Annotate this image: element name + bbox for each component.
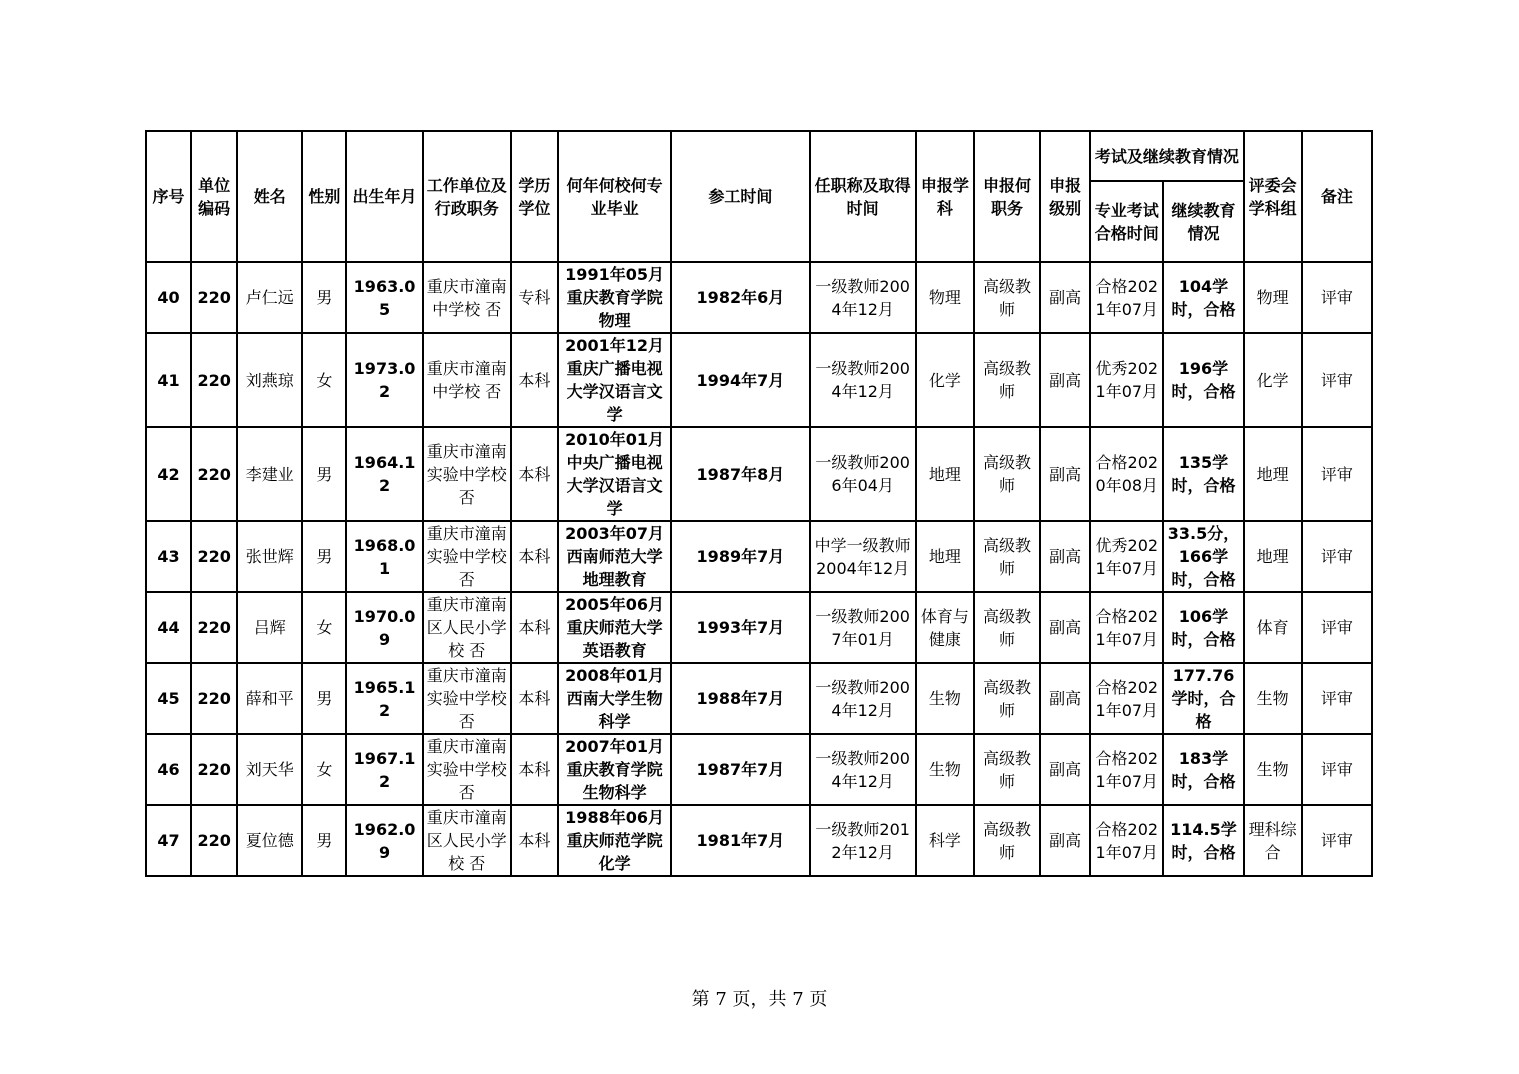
header-position: 申报何职务 xyxy=(974,131,1040,262)
row-title: 一级教师2004年12月 xyxy=(810,663,916,734)
row-remarks: 评审 xyxy=(1302,521,1372,592)
header-work-unit: 工作单位及行政职务 xyxy=(423,131,511,262)
row-name: 吕辉 xyxy=(237,592,302,663)
row-graduation: 2008年01月西南大学生物科学 xyxy=(558,663,671,734)
row-subject: 生物 xyxy=(916,734,974,805)
row-education: 本科 xyxy=(511,734,558,805)
row-unit-code: 220 xyxy=(191,734,237,805)
header-work-start: 参工时间 xyxy=(671,131,809,262)
table-row xyxy=(146,333,1372,427)
row-gender: 男 xyxy=(302,805,346,876)
row-committee: 地理 xyxy=(1244,521,1302,592)
row-seq: 46 xyxy=(146,734,191,805)
row-position: 高级教师 xyxy=(974,521,1040,592)
row-title: 一级教师2004年12月 xyxy=(810,262,916,333)
row-education: 专科 xyxy=(511,262,558,333)
row-position: 高级教师 xyxy=(974,734,1040,805)
row-unit-code: 220 xyxy=(191,592,237,663)
row-committee: 物理 xyxy=(1244,262,1302,333)
row-work-unit: 重庆市潼南区人民小学校 否 xyxy=(423,805,511,876)
row-position: 高级教师 xyxy=(974,262,1040,333)
header-cont-edu: 继续教育情况 xyxy=(1163,181,1243,262)
row-graduation: 2003年07月西南师范大学地理教育 xyxy=(558,521,671,592)
row-graduation: 2001年12月重庆广播电视大学汉语言文学 xyxy=(558,333,671,427)
row-unit-code: 220 xyxy=(191,333,237,427)
table-row xyxy=(146,427,1372,521)
header-committee: 评委会学科组 xyxy=(1244,131,1302,262)
row-birth: 1962.09 xyxy=(346,805,422,876)
row-birth: 1963.05 xyxy=(346,262,422,333)
row-title: 中学一级教师2004年12月 xyxy=(810,521,916,592)
row-cont-edu: 196学时，合格 xyxy=(1163,333,1243,427)
roster-table xyxy=(145,130,1373,877)
row-committee: 理科综合 xyxy=(1244,805,1302,876)
row-exam: 合格2020年08月 xyxy=(1090,427,1163,521)
row-subject: 化学 xyxy=(916,333,974,427)
row-name: 薛和平 xyxy=(237,663,302,734)
row-subject: 物理 xyxy=(916,262,974,333)
row-committee: 化学 xyxy=(1244,333,1302,427)
row-work-start: 1989年7月 xyxy=(671,521,809,592)
table-row xyxy=(146,262,1372,333)
row-work-unit: 重庆市潼南实验中学校 否 xyxy=(423,521,511,592)
row-seq: 44 xyxy=(146,592,191,663)
row-unit-code: 220 xyxy=(191,521,237,592)
row-title: 一级教师2004年12月 xyxy=(810,734,916,805)
row-subject: 体育与健康 xyxy=(916,592,974,663)
row-title: 一级教师2004年12月 xyxy=(810,333,916,427)
row-work-start: 1988年7月 xyxy=(671,663,809,734)
header-exam-group: 考试及继续教育情况 xyxy=(1090,131,1243,181)
row-cont-edu: 104学时，合格 xyxy=(1163,262,1243,333)
header-seq: 序号 xyxy=(146,131,191,262)
row-remarks: 评审 xyxy=(1302,592,1372,663)
row-unit-code: 220 xyxy=(191,805,237,876)
row-level: 副高 xyxy=(1040,262,1090,333)
row-graduation: 2007年01月重庆教育学院生物科学 xyxy=(558,734,671,805)
row-graduation: 2005年06月重庆师范大学英语教育 xyxy=(558,592,671,663)
header-row xyxy=(146,131,1372,181)
row-gender: 女 xyxy=(302,734,346,805)
header-subject: 申报学科 xyxy=(916,131,974,262)
row-seq: 43 xyxy=(146,521,191,592)
row-level: 副高 xyxy=(1040,521,1090,592)
row-graduation: 2010年01月中央广播电视大学汉语言文学 xyxy=(558,427,671,521)
row-cont-edu: 177.76学时，合格 xyxy=(1163,663,1243,734)
row-seq: 41 xyxy=(146,333,191,427)
row-exam: 合格2021年07月 xyxy=(1090,592,1163,663)
row-cont-edu: 114.5学时，合格 xyxy=(1163,805,1243,876)
row-gender: 男 xyxy=(302,521,346,592)
row-remarks: 评审 xyxy=(1302,805,1372,876)
row-remarks: 评审 xyxy=(1302,262,1372,333)
header-education: 学历学位 xyxy=(511,131,558,262)
row-committee: 体育 xyxy=(1244,592,1302,663)
row-exam: 合格2021年07月 xyxy=(1090,805,1163,876)
row-level: 副高 xyxy=(1040,734,1090,805)
row-name: 夏位德 xyxy=(237,805,302,876)
row-name: 李建业 xyxy=(237,427,302,521)
row-gender: 男 xyxy=(302,262,346,333)
row-name: 卢仁远 xyxy=(237,262,302,333)
row-cont-edu-text: 33.5分，166学时，合格 xyxy=(1167,524,1240,589)
header-birth: 出生年月 xyxy=(346,131,422,262)
header-gender: 性别 xyxy=(302,131,346,262)
row-position: 高级教师 xyxy=(974,592,1040,663)
row-birth: 1964.12 xyxy=(346,427,422,521)
header-name: 姓名 xyxy=(237,131,302,262)
row-remarks: 评审 xyxy=(1302,427,1372,521)
row-position: 高级教师 xyxy=(974,427,1040,521)
row-birth: 1968.01 xyxy=(346,521,422,592)
header-exam: 专业考试合格时间 xyxy=(1090,181,1163,262)
table-row xyxy=(146,805,1372,876)
row-education: 本科 xyxy=(511,333,558,427)
row-birth: 1965.12 xyxy=(346,663,422,734)
row-name: 刘天华 xyxy=(237,734,302,805)
row-work-unit: 重庆市潼南实验中学校 否 xyxy=(423,663,511,734)
row-graduation: 1991年05月重庆教育学院物理 xyxy=(558,262,671,333)
row-level: 副高 xyxy=(1040,663,1090,734)
row-remarks: 评审 xyxy=(1302,663,1372,734)
row-cont-edu xyxy=(1163,521,1243,592)
row-title: 一级教师2007年01月 xyxy=(810,592,916,663)
row-committee: 生物 xyxy=(1244,663,1302,734)
row-exam: 合格2021年07月 xyxy=(1090,663,1163,734)
row-work-start: 1987年7月 xyxy=(671,734,809,805)
row-name: 刘燕琼 xyxy=(237,333,302,427)
row-work-start: 1993年7月 xyxy=(671,592,809,663)
row-birth: 1973.02 xyxy=(346,333,422,427)
row-committee: 生物 xyxy=(1244,734,1302,805)
row-gender: 女 xyxy=(302,592,346,663)
row-level: 副高 xyxy=(1040,333,1090,427)
row-level: 副高 xyxy=(1040,427,1090,521)
table-row xyxy=(146,521,1372,592)
header-unit-code: 单位编码 xyxy=(191,131,237,262)
row-work-start: 1981年7月 xyxy=(671,805,809,876)
row-work-unit: 重庆市潼南实验中学校 否 xyxy=(423,734,511,805)
row-unit-code: 220 xyxy=(191,262,237,333)
row-gender: 女 xyxy=(302,333,346,427)
row-graduation: 1988年06月重庆师范学院化学 xyxy=(558,805,671,876)
row-work-start: 1987年8月 xyxy=(671,427,809,521)
row-work-unit: 重庆市潼南中学校 否 xyxy=(423,333,511,427)
row-position: 高级教师 xyxy=(974,805,1040,876)
row-education: 本科 xyxy=(511,592,558,663)
row-cont-edu: 106学时，合格 xyxy=(1163,592,1243,663)
row-exam: 优秀2021年07月 xyxy=(1090,333,1163,427)
row-gender: 男 xyxy=(302,427,346,521)
row-birth: 1967.12 xyxy=(346,734,422,805)
row-education: 本科 xyxy=(511,427,558,521)
header-graduation: 何年何校何专业毕业 xyxy=(558,131,671,262)
row-gender: 男 xyxy=(302,663,346,734)
row-position: 高级教师 xyxy=(974,663,1040,734)
row-exam: 合格2021年07月 xyxy=(1090,734,1163,805)
row-cont-edu: 135学时，合格 xyxy=(1163,427,1243,521)
table-row xyxy=(146,734,1372,805)
table-row xyxy=(146,592,1372,663)
row-education: 本科 xyxy=(511,805,558,876)
row-position: 高级教师 xyxy=(974,333,1040,427)
row-work-start: 1982年6月 xyxy=(671,262,809,333)
header-level: 申报级别 xyxy=(1040,131,1090,262)
row-seq: 42 xyxy=(146,427,191,521)
row-unit-code: 220 xyxy=(191,427,237,521)
row-work-unit: 重庆市潼南中学校 否 xyxy=(423,262,511,333)
row-name: 张世辉 xyxy=(237,521,302,592)
row-work-unit: 重庆市潼南区人民小学校 否 xyxy=(423,592,511,663)
row-level: 副高 xyxy=(1040,805,1090,876)
row-cont-edu: 183学时，合格 xyxy=(1163,734,1243,805)
row-level: 副高 xyxy=(1040,592,1090,663)
row-seq: 45 xyxy=(146,663,191,734)
row-subject: 地理 xyxy=(916,427,974,521)
row-exam: 合格2021年07月 xyxy=(1090,262,1163,333)
row-title: 一级教师2012年12月 xyxy=(810,805,916,876)
page-footer: 第 7 页，共 7 页 xyxy=(691,989,828,1010)
row-education: 本科 xyxy=(511,521,558,592)
row-work-start: 1994年7月 xyxy=(671,333,809,427)
row-seq: 40 xyxy=(146,262,191,333)
row-education: 本科 xyxy=(511,663,558,734)
row-birth: 1970.09 xyxy=(346,592,422,663)
row-subject: 地理 xyxy=(916,521,974,592)
row-unit-code: 220 xyxy=(191,663,237,734)
row-seq: 47 xyxy=(146,805,191,876)
header-remarks: 备注 xyxy=(1302,131,1372,262)
row-work-unit: 重庆市潼南实验中学校 否 xyxy=(423,427,511,521)
row-committee: 地理 xyxy=(1244,427,1302,521)
header-title: 任职称及取得时间 xyxy=(810,131,916,262)
row-subject: 科学 xyxy=(916,805,974,876)
table-row xyxy=(146,663,1372,734)
row-remarks: 评审 xyxy=(1302,734,1372,805)
row-remarks: 评审 xyxy=(1302,333,1372,427)
row-exam: 优秀2021年07月 xyxy=(1090,521,1163,592)
row-subject: 生物 xyxy=(916,663,974,734)
row-title: 一级教师2006年04月 xyxy=(810,427,916,521)
